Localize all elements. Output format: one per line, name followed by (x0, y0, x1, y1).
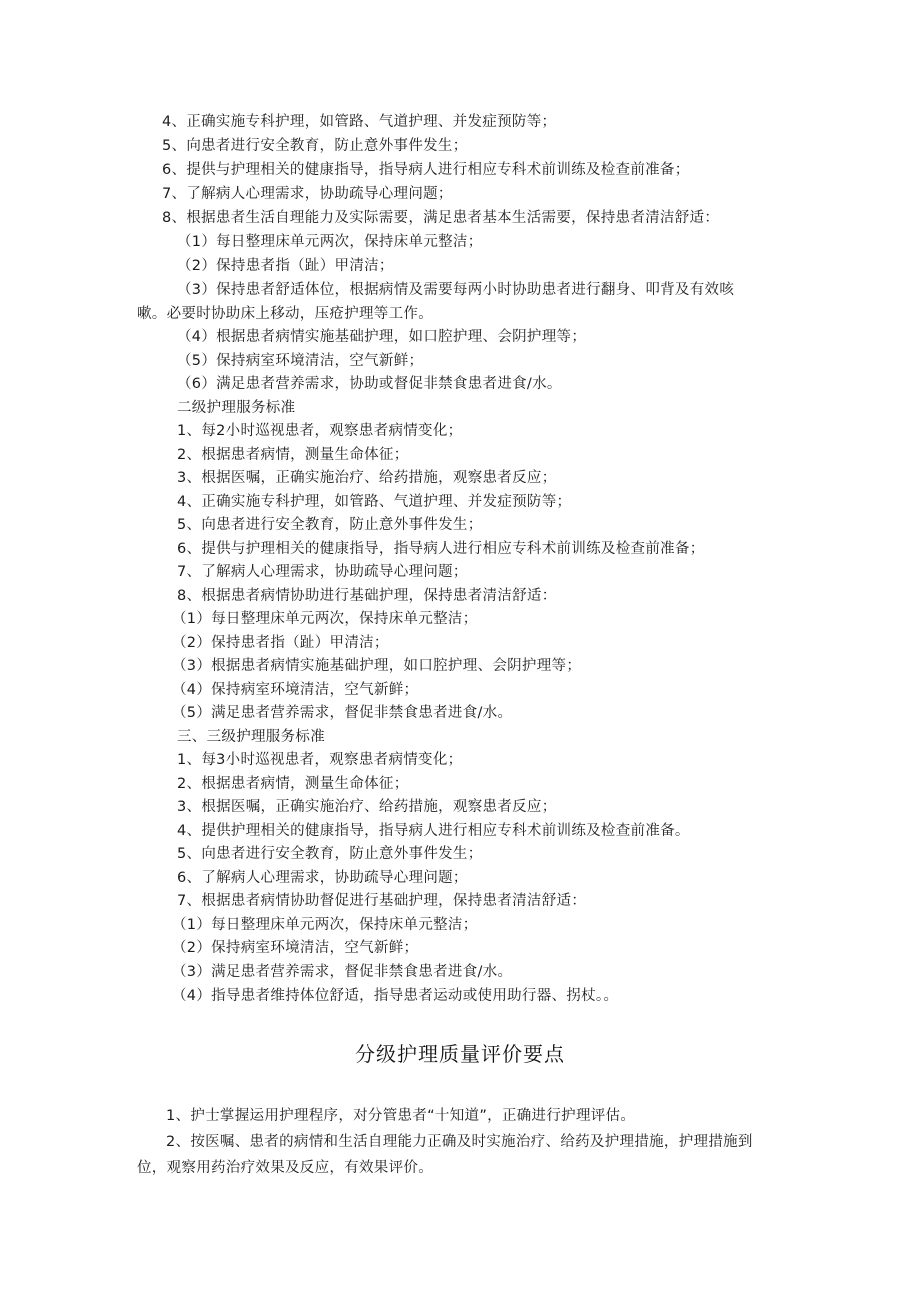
text-line: 2、根据患者病情，测量生命体征； (177, 776, 409, 792)
text-line: 4、正确实施专科护理，如管路、气道护理、并发症预防等； (162, 114, 557, 130)
text-line: 5、向患者进行安全教育，防止意外事件发生； (162, 138, 468, 154)
text-line: （3）保持患者舒适体位，根据病情及需要每两小时协助患者进行翻身、叩背及有效咳 (177, 282, 735, 298)
text-line: 6、了解病人心理需求，协助疏导心理问题； (177, 870, 468, 886)
text-line: （1）每日整理床单元两次，保持床单元整洁； (172, 611, 478, 627)
text-line: （4）指导患者维持体位舒适，指导患者运动或使用助行器、拐杖。。 (172, 988, 619, 1004)
text-line: （6）满足患者营养需求，协助或督促非禁食患者进食/水。 (177, 376, 562, 392)
text-line: （4）根据患者病情实施基础护理，如口腔护理、会阴护理等； (177, 329, 587, 345)
text-line: 6、提供与护理相关的健康指导，指导病人进行相应专科术前训练及检查前准备； (162, 162, 690, 178)
text-line: （1）每日整理床单元两次，保持床单元整洁； (172, 917, 478, 933)
text-line: （3）满足患者营养需求，督促非禁食患者进食/水。 (172, 964, 513, 980)
text-line: （2）保持患者指（趾）甲清洁； (172, 635, 389, 651)
text-line: （4）保持病室环境清洁，空气新鲜； (172, 682, 419, 698)
text-line: （1）每日整理床单元两次，保持床单元整洁； (177, 234, 483, 250)
section-heading: 三、三级护理服务标准 (177, 729, 325, 745)
text-line: 嗽。必要时协助床上移动，压疮护理等工作。 (137, 306, 433, 322)
text-line: 7、了解病人心理需求，协助疏导心理问题； (177, 564, 468, 580)
section-heading: 二级护理服务标准 (177, 400, 296, 416)
section-title: 分级护理质量评价要点 (355, 1042, 565, 1066)
text-line: 3、根据医嘱，正确实施治疗、给药措施，观察患者反应； (177, 470, 557, 486)
text-line: 位，观察用药治疗效果及反应，有效果评价。 (137, 1160, 433, 1176)
text-line: 4、正确实施专科护理，如管路、气道护理、并发症预防等； (177, 494, 572, 510)
text-line: 7、根据患者病情协助督促进行基础护理，保持患者清洁舒适： (177, 893, 587, 909)
text-line: 3、根据医嘱，正确实施治疗、给药措施，观察患者反应； (177, 799, 557, 815)
text-line: 1、每2小时巡视患者，观察患者病情变化； (177, 423, 463, 439)
text-line: 8、根据患者病情协助进行基础护理，保持患者清洁舒适： (177, 588, 557, 604)
text-line: （2）保持患者指（趾）甲清洁； (177, 258, 394, 274)
text-line: （2）保持病室环境清洁，空气新鲜； (172, 940, 419, 956)
text-line: 5、向患者进行安全教育，防止意外事件发生； (177, 517, 483, 533)
text-line: 2、按医嘱、患者的病情和生活自理能力正确及时实施治疗、给药及护理措施，护理措施到 (166, 1134, 753, 1150)
text-line: 6、提供与护理相关的健康指导，指导病人进行相应专科术前训练及检查前准备； (177, 541, 705, 557)
text-line: 8、根据患者生活自理能力及实际需要，满足患者基本生活需要，保持患者清洁舒适： (162, 210, 720, 226)
text-line: 4、提供护理相关的健康指导，指导病人进行相应专科术前训练及检查前准备。 (177, 823, 690, 839)
text-line: 7、了解病人心理需求，协助疏导心理问题； (162, 186, 453, 202)
text-line: （5）满足患者营养需求，督促非禁食患者进食/水。 (172, 705, 513, 721)
text-line: （5）保持病室环境清洁，空气新鲜； (177, 353, 424, 369)
text-line: 1、每3小时巡视患者，观察患者病情变化； (177, 752, 463, 768)
text-line: 2、根据患者病情，测量生命体征； (177, 447, 409, 463)
text-line: 1、护士掌握运用护理程序，对分管患者“十知道”，正确进行护理评估。 (166, 1108, 636, 1124)
text-line: （3）根据患者病情实施基础护理，如口腔护理、会阴护理等； (172, 658, 582, 674)
text-line: 5、向患者进行安全教育，防止意外事件发生； (177, 846, 483, 862)
